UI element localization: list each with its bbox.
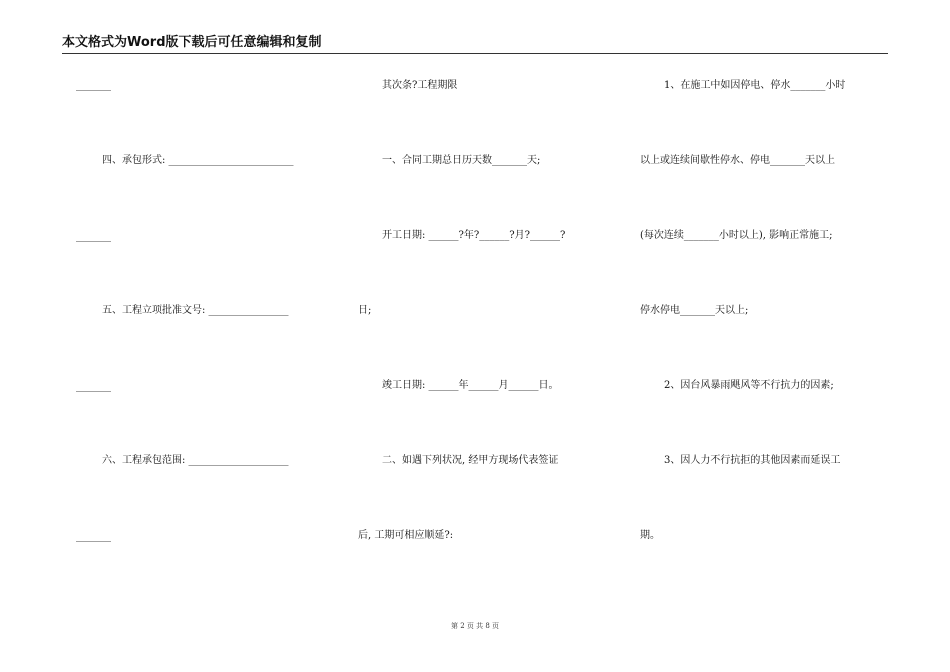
right-line-5: 2、因台风暴雨飓风等不行抗力的因素; (664, 380, 834, 391)
right-line-4: 停水停电_______天以上; (640, 305, 749, 316)
right-line-3: (每次连续_______小时以上), 影响正常施工; (640, 230, 833, 241)
right-line-1: 1、在施工中如因停电、停水_______小时 (664, 80, 846, 91)
middle-line-6: 二、如遇下列状况, 经甲方现场代表签证 (382, 455, 559, 466)
page-number: 第 2 页 共 8 页 (450, 622, 500, 630)
middle-line-1: 其次条?工程期限 (382, 80, 458, 91)
right-line-2: 以上或连续间歇性停水、停电_______天以上 (640, 155, 835, 166)
right-line-6: 3、因人力不行抗拒的其他因素而延误工 (664, 455, 841, 466)
left-line-4: 五、工程立项批准文号: ________________ (102, 305, 289, 316)
middle-line-5: 竣工日期: ______年______月______日。 (382, 380, 559, 391)
right-line-7: 期。 (640, 530, 660, 541)
middle-line-4: 日; (358, 305, 372, 316)
left-line-5: _______ (76, 381, 111, 392)
left-line-6: 六、工程承包范围: ____________________ (102, 455, 289, 466)
left-line-1: _______ (76, 80, 111, 91)
left-line-2: 四、承包形式: _________________________ (102, 155, 294, 166)
middle-line-7: 后, 工期可相应顺延?: (358, 530, 454, 541)
left-line-3: _______ (76, 231, 111, 242)
middle-line-3: 开工日期: ______?年?______?月?______? (382, 230, 566, 241)
document-header: 本文格式为Word版下载后可任意编辑和复制 (62, 35, 888, 54)
left-line-7: _______ (76, 531, 111, 542)
middle-line-2: 一、合同工期总日历天数_______天; (382, 155, 541, 166)
